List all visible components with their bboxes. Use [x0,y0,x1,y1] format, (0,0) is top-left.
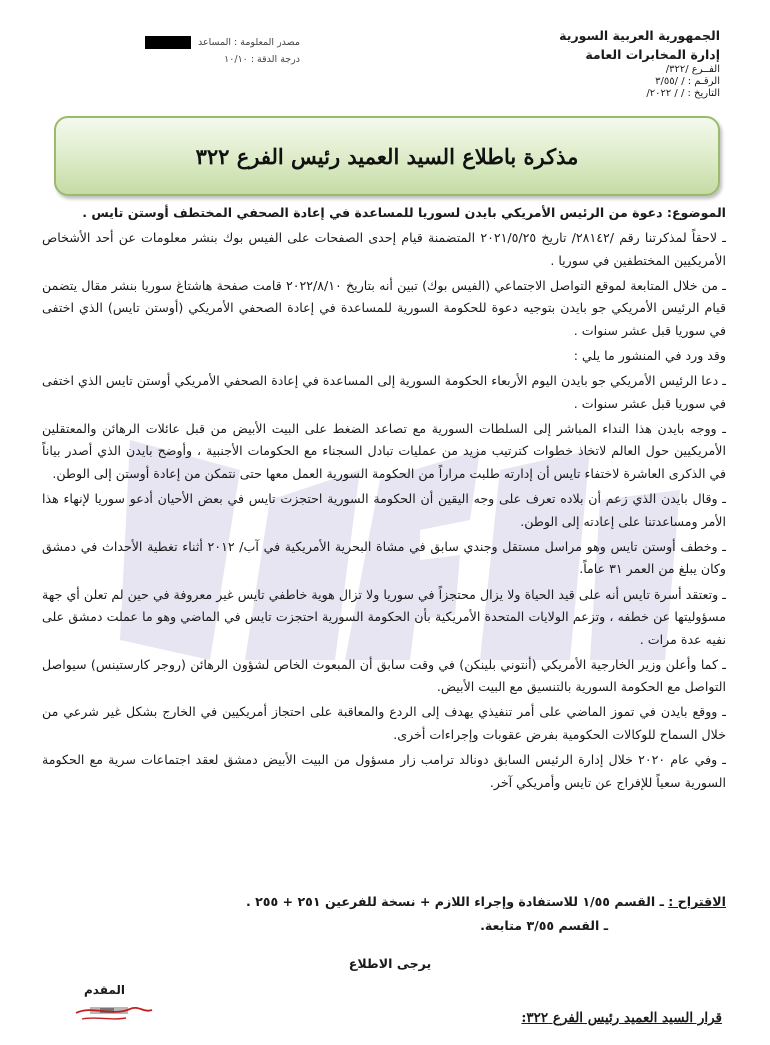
paragraph: ـ وقال بايدن الذي زعم أن بلاده تعرف على وجه اليقين أن الحكومة السورية احتجزت تايس في بعض الأحيان أدعو سوريا لإنهاء هذا الأمر ومساعدتنا على إعادته إلى الوطن. [42,491,726,529]
signature-block [72,983,172,1027]
document-date: التاريخ : / / ٢٠٢٢/ [646,88,720,99]
proposal-line-2: ـ القسم ٣/٥٥ متابعة. [480,918,608,933]
agency-name: إدارة المخابرات العامة [585,47,720,62]
paragraph: ـ لاحقاً لمذكرتنا رقم /٢٨١٤٢/ تاريخ ٢٠٢١/٥/٢٥ المتضمنة قيام إحدى الصفحات على الفيس بوك بنشر معلومات عن أحد الأشخاص الأمريكيين المختطفين في سوريا . [42,230,726,268]
signature-stamp [72,983,172,1027]
title-banner [54,116,720,196]
paragraph: ـ وفي عام ٢٠٢٠ خلال إدارة الرئيس السابق دونالد ترامب زار مسؤول من البيت الأبيض دمشق لعقد اجتماعات سرية مع الحكومة السورية سعياً للإفراج عن تايس وأمريكي آخر. [42,752,726,790]
redaction-bar [145,36,191,49]
memo-body [42,202,726,797]
paragraph: ـ دعا الرئيس الأمريكي جو بايدن اليوم الأربعاء الحكومة السورية إلى المساعدة في إعادة الصحفي الأمريكي أوستن تايس الذي اختفى في سوريا قبل عشر سنوات . [42,373,726,411]
director-decision: قرار السيد العميد رئيس الفرع ٣٢٢: [521,1010,722,1026]
branch-number: الفــرع /٣٢٢/ [665,64,720,75]
paragraph: ـ كما وأعلن وزير الخارجية الأمريكي (أنتوني بلينكن) في وقت سابق أن المبعوث الخاص لشؤون الرهائن (روجر كارستينس) سيواصل التواصل مع الحكومة السورية بالتنسيق مع البيت الأبيض. [42,656,726,695]
proposal-text-1: ـ القسم ١/٥٥ للاستفادة وإجراء اللازم + نسخة للفرعين ٢٥١ + ٢٥٥ . [245,894,664,909]
signer-rank: المقدم [84,983,126,997]
memo-subject: الموضوع: دعوة من الرئيس الأمريكي بايدن لسوريا للمساعدة في إعادة الصحفي المختطف أوستن تايس . [82,205,726,220]
review-request: يرجى الاطلاع [348,956,432,971]
proposal-label: الاقتراح : [668,894,726,909]
accuracy-line: درجة الدقة : ١٠/١٠ [224,54,300,65]
paragraph: ـ ووقع بايدن في تموز الماضي على أمر تنفيذي يهدف إلى الردع والمعاقبة على احتجاز أمريكيين في الخارج بشكل غير شرعي من خلال السماح للوكالات الحكومية بفرض عقوبات وإجراءات أخرى. [42,704,726,743]
paragraph: وقد ورد في المنشور ما يلي : [573,348,726,364]
proposal-section [42,890,726,938]
header-left [110,34,300,68]
paragraph: ـ وخطف أوستن تايس وهو مراسل مستقل وجندي سابق في مشاة البحرية الأمريكية في آب/ ٢٠١٢ أثناء تغطية الأحداث في دمشق وكان يبلغ من العمر ٣١ عاماً. [42,538,726,577]
paragraph: ـ وتعتقد أسرة تايس أنه على قيد الحياة ولا يزال محتجزاً في سوريا ولا تزال هوية خاطفي تايس غير معروفة في حين لم تعلن أي جهة مسؤوليتها عن خطفه ، وتزعم الولايات المتحدة الأمريكية بأن الحكومة السورية احتجزت تايس في الماضي وهو ما عملت دمشق على نفيه عدة مرات . [42,586,726,647]
memo-title: مذكرة باطلاع السيد العميد رئيس الفرع ٣٢٢ [195,143,579,169]
paragraph: ـ من خلال المتابعة لموقع التواصل الاجتماعي (الفيس بوك) تبين أنه بتاريخ ٢٠٢٢/٨/١٠ قامت صفحة هاشتاغ سوريا بنشر مقال يتضمن قيام الرئيس الأمريكي جو بايدن بتوجيه دعوة للحكومة السورية للمساعدة في إعادة الصحفي الأمريكي (أوستن تايس) الذي اختفى في سوريا قبل عشر سنوات . [42,277,726,338]
reference-number: الرقـم : / /٣/٥٥ [655,76,720,87]
header-right [490,26,720,100]
source-label: مصدر المعلومة : المساعد [197,37,300,48]
proposal-line-1 [42,890,726,914]
country-name: الجمهورية العربية السورية [559,28,720,43]
source-line [110,34,300,51]
paragraph: ـ ووجه بايدن هذا النداء المباشر إلى السلطات السورية مع تصاعد الضغط على البيت الأبيض من قبل عائلات الرهائن والمعتقلين الأمريكيين حول العالم لاتخاذ خطوات كترتيب مزيد من عمليات تبادل السجناء مع الحكومات الأجنبية ، وأوضح بايدن الذي أصدر بياناً في الذكرى العاشرة لاختفاء تايس أن إدارته طلبت مراراً من الحكومة السورية العمل معها حتى نتمكن من إعادة أوستن إلى الوطن. [42,420,726,482]
